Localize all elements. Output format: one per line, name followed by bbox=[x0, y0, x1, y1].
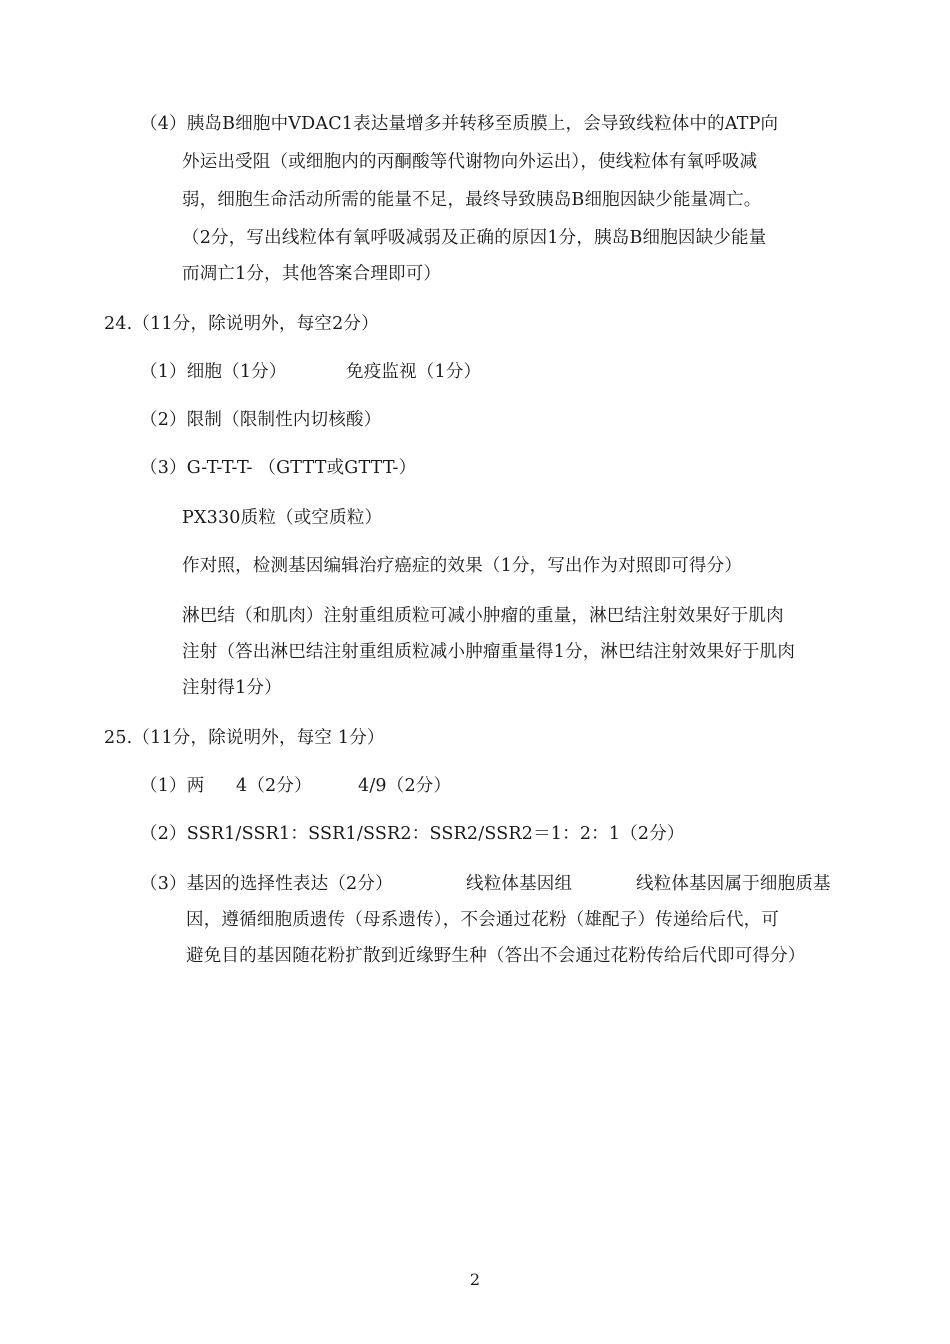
q24-header: 24.（11分，除说明外，每空2分） bbox=[104, 314, 379, 334]
q24-part2-answer: （2）限制（限制性内切核酸） bbox=[140, 410, 382, 430]
q24-part3-line-2: PX330质粒（或空质粒） bbox=[182, 508, 383, 528]
q25-part3-line-3: 避免目的基因随花粉扩散到近缘野生种（答出不会通过花粉传给后代即可得分） bbox=[186, 946, 806, 966]
q24-part3-line-5: 注射（答出淋巴结注射重组质粒减小肿瘤重量得1分，淋巴结注射效果好于肌肉 bbox=[182, 642, 796, 662]
q23-4-line-2: 外运出受阻（或细胞内的丙酮酸等代谢物向外运出），使线粒体有氧呼吸减 bbox=[182, 152, 758, 172]
q24-part3-answer: （3）G-T-T-T- （GTTT或GTTT-） bbox=[140, 458, 417, 478]
q24-part1-answer-b: 免疫监视（1分） bbox=[346, 362, 482, 382]
page-number: 2 bbox=[469, 1270, 481, 1289]
q23-4-line-3: 弱，细胞生命活动所需的能量不足，最终导致胰岛B细胞因缺少能量凋亡。 bbox=[182, 190, 762, 210]
q23-4-line-1: （4）胰岛B细胞中VDAC1表达量增多并转移至质膜上，会导致线粒体中的ATP向 bbox=[140, 114, 779, 134]
q23-4-scoring-line-2: 而凋亡1分，其他答案合理即可） bbox=[182, 264, 442, 284]
q25-part2-answer: （2）SSR1/SSR1：SSR1/SSR2：SSR2/SSR2＝1：2：1（2分） bbox=[140, 824, 685, 844]
q24-part3-line-6: 注射得1分） bbox=[182, 678, 282, 698]
q25-part3-answer-b: 线粒体基因组 bbox=[466, 874, 573, 894]
q24-part1-answer-a: （1）细胞（1分） bbox=[140, 362, 287, 382]
q25-header: 25.（11分，除说明外，每空 1分） bbox=[104, 728, 385, 748]
q25-part1-answer-a: （1）两 bbox=[140, 776, 205, 796]
q23-4-scoring-line-1: （2分，写出线粒体有氧呼吸减弱及正确的原因1分，胰岛B细胞因缺少能量 bbox=[182, 228, 767, 248]
q25-part3-line-2: 因，遵循细胞质遗传（母系遗传），不会通过花粉（雄配子）传递给后代，可 bbox=[186, 910, 780, 930]
q25-part1-answer-c: 4/9（2分） bbox=[358, 776, 452, 796]
q24-part3-line-4: 淋巴结（和肌肉）注射重组质粒可减小肿瘤的重量，淋巴结注射效果好于肌肉 bbox=[182, 606, 784, 626]
q25-part3-answer-c: 线粒体基因属于细胞质基 bbox=[636, 874, 831, 894]
q25-part1-answer-b: 4（2分） bbox=[236, 776, 312, 796]
q24-part3-line-3: 作对照，检测基因编辑治疗癌症的效果（1分，写出作为对照即可得分） bbox=[182, 556, 743, 576]
q25-part3-answer-a: （3）基因的选择性表达（2分） bbox=[140, 874, 393, 894]
